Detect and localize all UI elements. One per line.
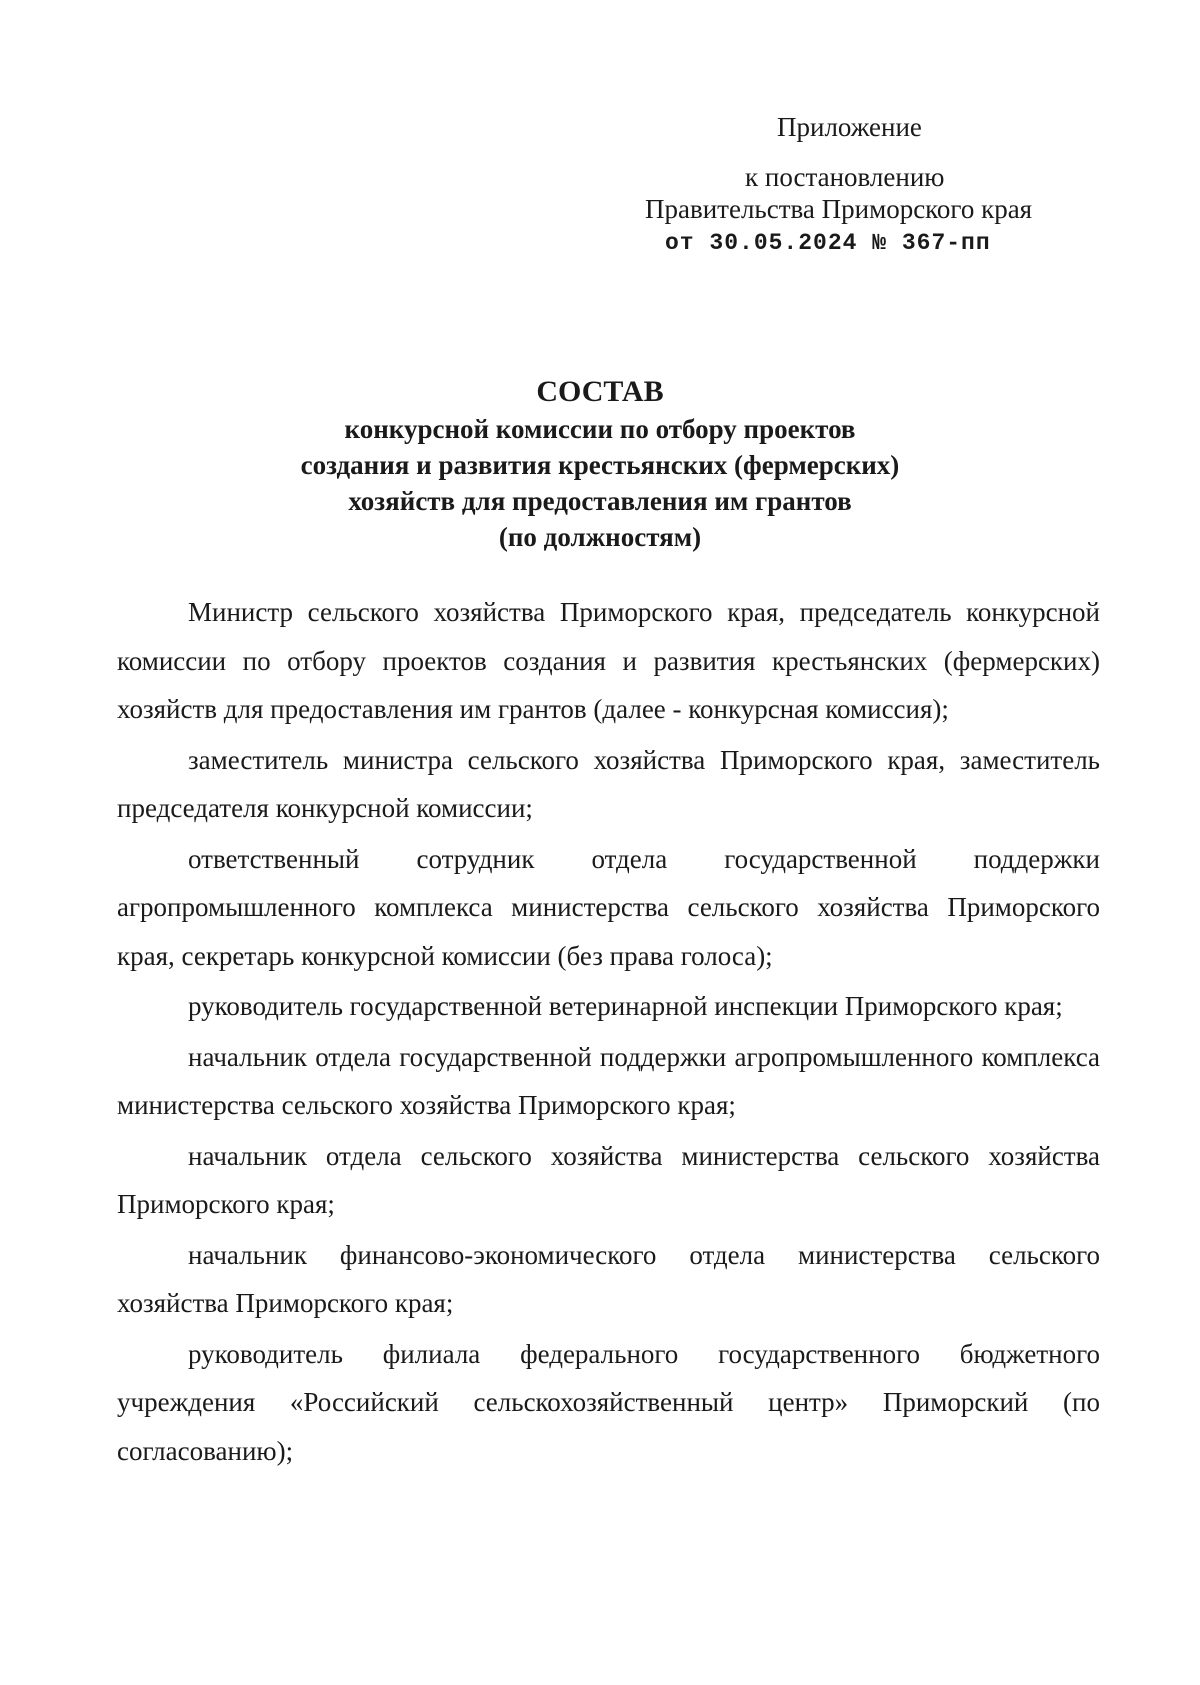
paragraph-secretary: ответственный сотрудник отдела государственной поддержки агропромышленного комплекса министерства сельского хозяйства Приморского края, секретарь конкурсной комиссии (без права голоса);	[117, 843, 1100, 971]
paragraph-finance-dept: начальник финансово-экономического отдела министерства сельского хозяйства Приморского края;	[117, 1239, 1100, 1318]
paragraph-deputy-chairman: заместитель министра сельского хозяйства Приморского края, заместитель председателя конкурсной комиссии;	[117, 744, 1100, 823]
appendix-line-government: Правительства Приморского края	[645, 194, 1033, 224]
paragraph-state-support-dept: начальник отдела государственной поддержки агропромышленного комплекса министерства сельского хозяйства Приморского края;	[117, 1041, 1100, 1120]
paragraph-chairman: Министр сельского хозяйства Приморского края, председатель конкурсной комиссии по отбору проектов создания и развития крестьянских (фермерских) хозяйств для предоставления им грантов (далее - конкурсная комиссия);	[117, 597, 1100, 724]
document-heading	[100, 373, 1100, 555]
paragraph-agro-center-branch: руководитель филиала федерального государственного бюджетного учреждения «Российский сельскохозяйственный центр» Приморский (по согласованию);	[117, 1338, 1100, 1466]
appendix-resolution-number: от 30.05.2024 № 367-пп	[665, 230, 991, 256]
appendix-title: Приложение	[777, 112, 922, 142]
paragraph-agriculture-dept: начальник отдела сельского хозяйства министерства сельского хозяйства Приморского края;	[117, 1140, 1100, 1219]
heading-line-4: (по должностям)	[498, 522, 702, 552]
heading-line-2: создания и развития крестьянских (фермерских)	[300, 450, 900, 480]
heading-title: СОСТАВ	[536, 375, 664, 408]
appendix-line-to-resolution: к постановлению	[745, 162, 945, 192]
heading-line-3: хозяйств для предоставления им грантов	[348, 486, 852, 516]
paragraph-veterinary-inspection: руководитель государственной ветеринарной инспекции Приморского края;	[188, 991, 1063, 1021]
document-body	[117, 588, 1100, 1477]
heading-line-1: конкурсной комиссии по отбору проектов	[344, 414, 856, 444]
